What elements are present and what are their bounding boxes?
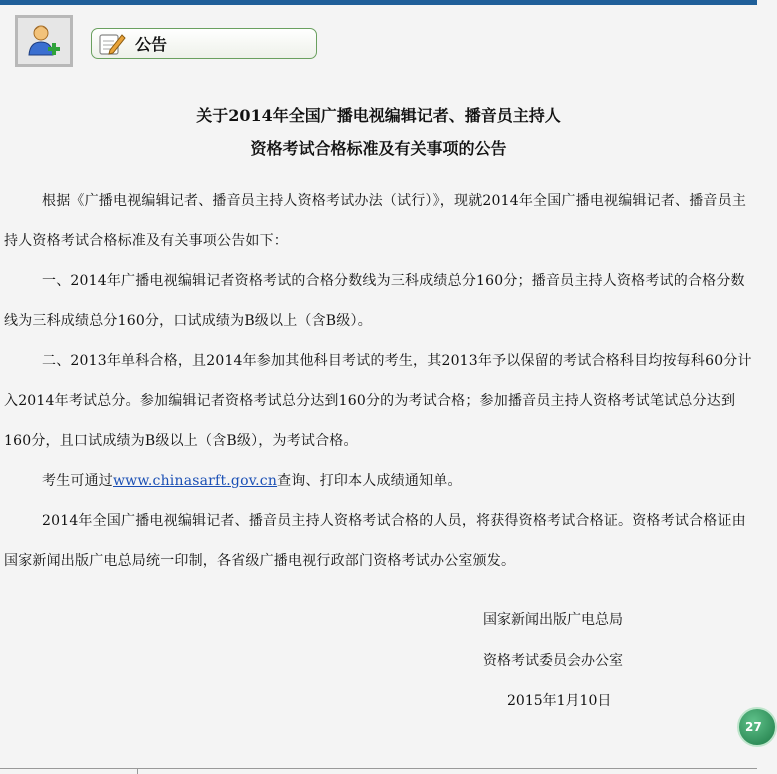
bottom-divider — [0, 768, 757, 769]
tab-notice[interactable] — [91, 28, 317, 59]
add-user-button[interactable] — [15, 15, 73, 67]
article-title-line2: 资格考试合格标准及有关事项的公告 — [250, 139, 507, 158]
paragraph-item-2: 二、2013年单科合格，且2014年参加其他科目考试的考生，其2013年予以保留的考试合格科目均按每科60分计入2014年考试总分。参加编辑记者资格考试总分达到160分的为考试合格；参加播音员主持人资格考试笔试总分达到160分，且口试成绩为B级以上（含B级），为考试合格。 — [4, 353, 752, 449]
tab-label: 公告 — [135, 35, 168, 54]
paragraph-intro: 根据《广播电视编辑记者、播音员主持人资格考试办法（试行）》，现就2014年全国广播电视编辑记者、播音员主持人资格考试合格标准及有关事项公告如下： — [4, 193, 747, 249]
article-title-line1: 关于2014年全国广播电视编辑记者、播音员主持人 — [196, 106, 561, 125]
paragraph-certificate: 2014年全国广播电视编辑记者、播音员主持人资格考试合格的人员，将获得资格考试合格证。资格考试合格证由国家新闻出版广电总局统一印制，各省级广播电视行政部门资格考试办公室颁发。 — [4, 513, 746, 569]
chinasarft-link[interactable]: www.chinasarft.gov.cn — [113, 473, 278, 489]
signature-date: 2015年1月10日 — [507, 693, 612, 709]
floating-badge-button[interactable] — [737, 707, 777, 747]
paragraph-query — [4, 461, 755, 501]
paragraph-item-1: 一、2014年广播电视编辑记者资格考试的合格分数线为三科成绩总分160分；播音员主持人资格考试的合格分数线为三科成绩总分160分，口试成绩为B级以上（含B级）。 — [4, 273, 745, 329]
query-text-before: 考生可通过 — [42, 473, 113, 489]
add-user-icon — [26, 23, 62, 59]
signature-office: 资格考试委员会办公室 — [483, 653, 623, 669]
bottom-divider-tick — [137, 768, 138, 774]
top-accent-bar — [0, 0, 757, 5]
query-text-after: 查询、打印本人成绩通知单。 — [277, 473, 462, 489]
signature-organization: 国家新闻出版广电总局 — [483, 612, 623, 628]
edit-note-icon — [97, 31, 127, 57]
badge-count: 27 — [745, 720, 762, 734]
